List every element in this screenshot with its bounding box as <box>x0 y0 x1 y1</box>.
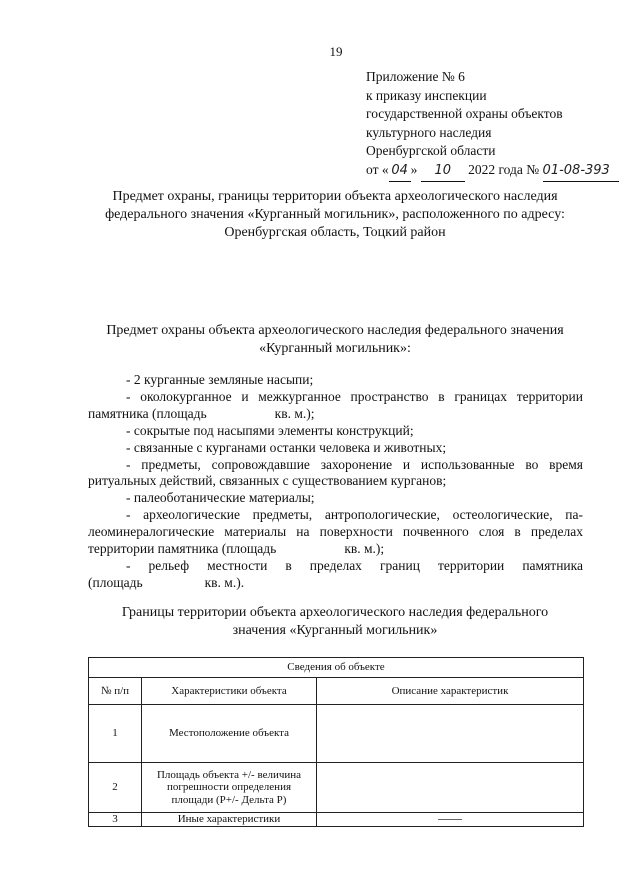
appendix-block <box>366 68 619 182</box>
appendix-line: государственной охраны объектов <box>366 106 563 122</box>
row-number: 3 <box>89 813 142 827</box>
list-item: - сокрытые под насыпями элементы конструкций; <box>126 422 414 438</box>
date-year: 2022 года № <box>468 161 540 177</box>
row-name: Площадь объекта +/- величина погрешности определения площади (P+/- Дельта P) <box>142 763 317 813</box>
table-caption: Сведения об объекте <box>89 658 584 678</box>
borders-heading <box>70 604 600 640</box>
list-item-continuation <box>88 575 583 592</box>
date-mid: » <box>410 161 418 177</box>
text: памятника (площадь <box>88 405 207 421</box>
document-title <box>70 188 600 242</box>
table-row <box>89 813 584 827</box>
title-line: Предмет охраны, границы территории объекта археологического наследия <box>112 189 558 204</box>
appendix-line: культурного наследия <box>366 124 492 140</box>
list-item-continuation: леоминералогические материалы на поверхности почвенного слоя в пределах <box>88 524 583 540</box>
subject-heading <box>70 322 600 358</box>
row-name: Иные характеристики <box>142 813 317 827</box>
row-number: 1 <box>89 705 142 763</box>
list-item: - предметы, сопровождавшие захоронение и использованные во время <box>126 456 583 472</box>
page-number: 19 <box>329 44 343 59</box>
list-item: - рельеф местности в пределах границ территории памятника <box>126 557 583 573</box>
text: кв. м.); <box>274 405 315 421</box>
dash-mark <box>438 819 462 820</box>
heading-line: «Курганный могильник»: <box>259 341 411 356</box>
text: территории памятника (площадь <box>88 541 277 557</box>
title-line: Оренбургская область, Тоцкий район <box>224 225 446 240</box>
title-line: федерального значения «Курганный могильник», расположенного по адресу: <box>105 207 565 222</box>
text: кв. м.). <box>204 574 245 590</box>
appendix-line: Оренбургской области <box>366 143 496 159</box>
text: кв. м.); <box>344 541 385 557</box>
row-description <box>317 705 584 763</box>
row-description <box>317 813 584 827</box>
list-item-continuation: ритуальных действий, связанных с существованием курганов; <box>88 473 447 489</box>
table-row <box>89 763 584 813</box>
object-info-table <box>88 657 584 827</box>
subject-list <box>88 372 583 592</box>
date-prefix: от « <box>366 161 389 177</box>
list-item: - околокурганное и межкурганное пространство в границах территории <box>126 388 583 404</box>
table-row <box>89 705 584 763</box>
appendix-line: к приказу инспекции <box>366 87 487 103</box>
row-name: Местоположение объекта <box>142 705 317 763</box>
list-item-continuation <box>88 406 583 423</box>
handwritten-day: 04 <box>389 162 411 182</box>
list-item: - 2 курганные земляные насыпи; <box>126 372 314 387</box>
heading-line: значения «Курганный могильник» <box>232 623 438 638</box>
appendix-date-line <box>366 161 619 182</box>
row-description <box>317 763 584 813</box>
column-header: Описание характеристик <box>317 678 584 705</box>
heading-line: Границы территории объекта археологического наследия федерального <box>121 605 549 620</box>
column-header: № п/п <box>89 678 142 705</box>
list-item: - палеоботанические материалы; <box>126 490 315 506</box>
text: (площадь <box>88 574 143 590</box>
appendix-line: Приложение № 6 <box>366 69 465 84</box>
heading-line: Предмет охраны объекта археологического наследия федерального значения <box>106 323 564 338</box>
handwritten-month: 10 <box>421 162 465 182</box>
handwritten-order-number: 01-08-393 <box>543 162 619 182</box>
list-item-continuation <box>88 541 583 558</box>
row-number: 2 <box>89 763 142 813</box>
list-item: - связанные с курганами останки человека и животных; <box>126 439 447 455</box>
column-header: Характеристики объекта <box>142 678 317 705</box>
list-item: - археологические предметы, антропологические, остеологические, па- <box>126 507 583 523</box>
